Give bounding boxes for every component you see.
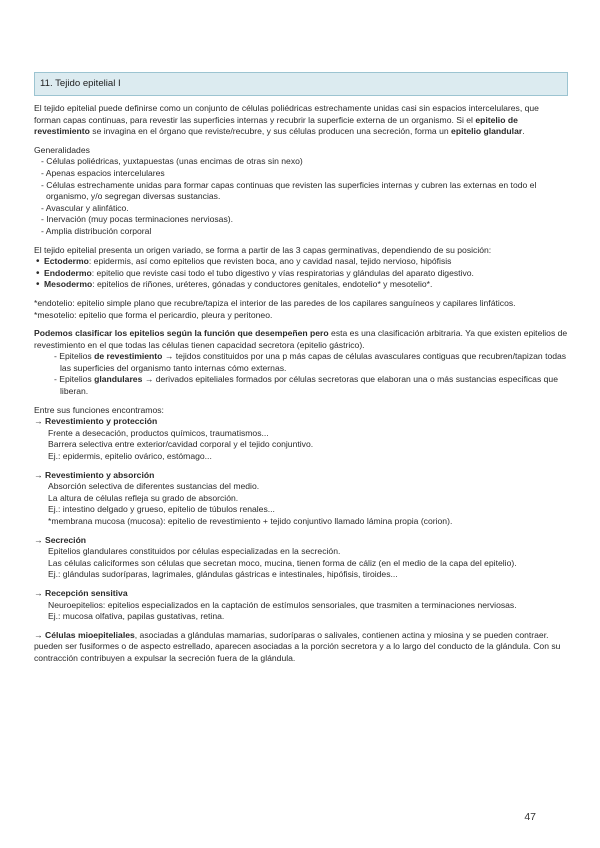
generalidades-item: - Células estrechamente unidas para formar capas continuas que revisten las superficies internas y cubren las externas en todo el organismo, y/o segregan diversas sustancias. <box>41 179 537 202</box>
notes-section <box>34 298 568 321</box>
generalidades-section <box>34 145 568 238</box>
funcion-line: *membrana mucosa (mucosa): epitelio de revestimiento + tejido conjuntivo llamado lámina propia (corion). <box>48 516 453 526</box>
clasificacion-item-revestimiento <box>34 351 568 374</box>
generalidades-item: - Avascular y alinfático. <box>41 202 129 213</box>
note-mesotelio: *mesotelio: epitelio que forma el pericardio, pleura y peritoneo. <box>34 309 273 320</box>
intro-bold-1: epitelio de revestimiento <box>34 114 518 137</box>
funcion-mioepiteliales-text <box>34 630 568 665</box>
funcion-heading: → Secreción <box>34 534 87 545</box>
funcion-line: Las células caliciformes son células que secretan moco, mucina, tienen forma de cáliz (en el medio de la capa del epitelio). <box>48 557 517 568</box>
funciones-intro: Entre sus funciones encontramos: <box>34 404 164 415</box>
funcion-revestimiento-absorcion <box>34 470 568 528</box>
intro-text-1: El tejido epitelial puede definirse como un conjunto de células poliédricas estrechamente unidas casi sin espacios intercelulares, que forman capas continuas, para revestir las superficies internas y recubrir la superficie externa de un organismo. Si el <box>34 103 539 125</box>
intro-paragraph <box>34 103 568 138</box>
clasificacion-item-glandulares <box>34 374 568 397</box>
origen-item <box>34 256 568 268</box>
funcion-line: La altura de células refleja su grado de absorción. <box>48 492 239 503</box>
funcion-revestimiento-proteccion <box>34 416 568 462</box>
funcion-mioepiteliales <box>34 630 568 665</box>
generalidades-item: - Apenas espacios intercelulares <box>41 167 165 178</box>
funcion-heading: → Células mioepiteliales <box>34 629 135 640</box>
funcion-heading: → Revestimiento y protección <box>34 416 158 427</box>
intro-text-2: se invagina en el órgano que reviste/recubre, y sus células producen una secreción, forma un <box>89 126 452 137</box>
origen-item <box>34 279 568 291</box>
intro-text-3: . <box>522 126 525 137</box>
funcion-heading: → Revestimiento y absorción <box>34 469 155 480</box>
funcion-line: Ej.: intestino delgado y grueso, epitelio de túbulos renales... <box>48 504 275 515</box>
origen-label: Endodermo <box>44 267 92 278</box>
item-text: → tejidos constituidos por una p más capas de células avasculares contiguas que recubren/tapizan todas las superficies del organismo tanto internas cómo externas. <box>60 351 567 373</box>
funcion-line: Absorción selectiva de diferentes sustancias del medio. <box>48 481 260 492</box>
origen-text: : epidermis, así como epitelios que revisten boca, ano y cavidad nasal, tejido nervioso, hipófisis <box>88 256 452 267</box>
funcion-line: Ej.: glándulas sudoríparas, lagrimales, glándulas gástricas e intestinales, hipófisis, tiroides... <box>48 569 398 580</box>
document-page <box>34 72 568 672</box>
funciones-section <box>34 405 568 665</box>
funcion-recepcion-sensitiva <box>34 588 568 623</box>
funcion-line: Ej.: epidermis, epitelio ovárico, estómago... <box>48 451 212 462</box>
generalidades-item: - Células poliédricas, yuxtapuestas (unas encimas de otras sin nexo) <box>41 156 303 167</box>
funcion-secrecion <box>34 535 568 581</box>
generalidades-item: - Amplia distribución corporal <box>41 225 152 236</box>
clasificacion-intro-bold: Podemos clasificar los epitelios según la función que desempeñen pero <box>34 328 329 339</box>
item-prefix: - Epitelios <box>54 351 95 362</box>
origen-label: Ectodermo <box>44 256 89 267</box>
section-title-bar <box>34 72 568 96</box>
item-text: → derivados epiteliales formados por células secretoras que elaboran una o más sustancias especificas que liberan. <box>60 374 558 397</box>
item-prefix: - Epitelios <box>54 374 95 385</box>
funcion-line: , asociadas a glándulas mamarias, sudoríparas o salivales, contienen actina y miosina y se pueden contraer. pueden ser fusiformes o de aspecto estrellado, aparecen asociadas a la porción secretora y a lo largo del conducto de la glándula. Con su contracción contribuyen a expulsar la secreción fuera de la glándula. <box>34 629 561 663</box>
page-number: 47 <box>524 811 536 823</box>
section-title: 11. Tejido epitelial I <box>40 78 121 89</box>
funcion-heading: → Recepción sensitiva <box>34 587 128 598</box>
origen-item <box>34 268 568 280</box>
generalidades-item: - Inervación (muy pocas terminaciones nerviosas). <box>41 214 234 225</box>
funcion-line: Ej.: mucosa olfativa, papilas gustativas, retina. <box>48 611 225 622</box>
origen-intro: El tejido epitelial presenta un origen variado, se forma a partir de las 3 capas germinativas, dependiendo de su posición: <box>34 244 492 255</box>
item-bold: de revestimiento <box>94 351 163 362</box>
clasificacion-intro-text: esta es una clasificación arbitraria. Ya que existen epitelios de revestimiento en el que todas las células tienen capacidad secretora (epitelio gástrico). <box>34 328 568 350</box>
clasificacion-intro <box>34 328 568 351</box>
funcion-line: Epitelios glandulares constituidos por células especializadas en la secreción. <box>48 546 341 557</box>
note-endotelio: *endotelio: epitelio simple plano que recubre/tapiza el interior de las paredes de los capilares sanguíneos y capilares linfáticos. <box>34 297 516 308</box>
origen-text: : epitelios de riñones, uréteres, gónadas y conductores genitales, endotelio* y mesotelio*. <box>92 279 433 290</box>
origen-label: Mesodermo <box>44 279 93 290</box>
funcion-line: Barrera selectiva entre exterior/cavidad corporal y el tejido conjuntivo. <box>48 439 314 450</box>
intro-bold-2: epitelio glandular <box>451 126 523 137</box>
generalidades-heading: Generalidades <box>34 144 90 155</box>
item-bold: glandulares <box>94 374 143 385</box>
funcion-line: Neuroepitelios: epitelios especializados en la captación de estímulos sensoriales, que trasmiten a terminaciones nerviosas. <box>48 599 517 610</box>
funcion-line: Frente a desecación, productos químicos, traumatismos... <box>48 427 269 438</box>
origen-list <box>34 256 568 291</box>
clasificacion-section <box>34 328 568 398</box>
origen-text: : epitelio que reviste casi todo el tubo digestivo y vías respiratorias y glándulas del aparato digestivo. <box>91 267 474 278</box>
origen-section <box>34 245 568 291</box>
